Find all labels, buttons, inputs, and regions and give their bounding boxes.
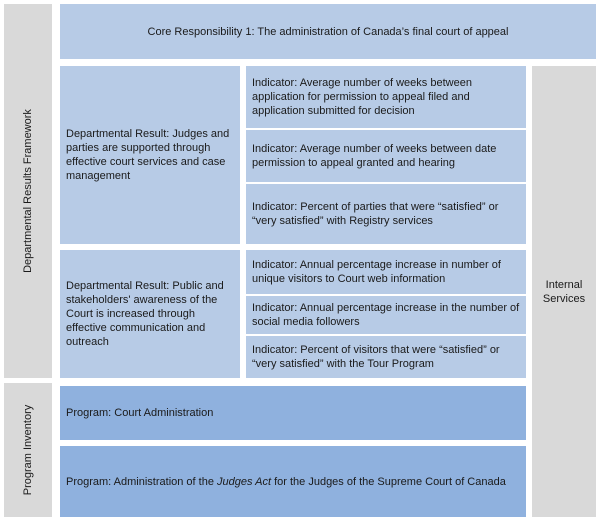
program-1-text: Program: Court Administration [66, 407, 214, 419]
indicator-2-3-text: Indicator: Percent of visitors that were “satisfied” or “very satisfied” with the Tour Program [252, 344, 500, 370]
core-responsibility-text: Core Responsibility 1: The administration of Canada’s final court of appeal [147, 25, 509, 38]
indicator-2-2-text: Indicator: Annual percentage increase in the number of social media followers [252, 302, 520, 328]
departmental-results-framework-band [4, 4, 52, 378]
indicator-2-1 [246, 250, 526, 294]
internal-services-box [532, 66, 596, 517]
internal-services-text: Internal Services [542, 278, 586, 305]
indicator-2-3 [246, 336, 526, 378]
program-inventory-band [4, 383, 52, 517]
departmental-result-2-text: Departmental Result: Public and stakeholders' awareness of the Court is increased through effective communication and outreach [66, 280, 224, 348]
core-responsibility-box [60, 4, 596, 59]
indicator-1-2-text: Indicator: Average number of weeks between date permission to appeal granted and hearing [252, 143, 497, 169]
indicator-1-3 [246, 184, 526, 244]
departmental-result-1 [60, 66, 240, 244]
indicator-2-2 [246, 296, 526, 334]
program-judges-act [60, 446, 526, 517]
indicator-1-2 [246, 130, 526, 182]
departmental-results-framework-label: Departmental Results Framework [22, 109, 34, 273]
program-court-administration [60, 386, 526, 440]
indicator-2-1-text: Indicator: Annual percentage increase in number of unique visitors to Court web information [252, 259, 501, 285]
program-2-text: Program: Administration of the Judges Act for the Judges of the Supreme Court of Canada [66, 475, 506, 488]
indicator-1-3-text: Indicator: Percent of parties that were “satisfied” or “very satisfied” with Registry services [252, 201, 499, 227]
program-inventory-label: Program Inventory [22, 404, 34, 496]
departmental-result-2 [60, 250, 240, 378]
indicator-1-1 [246, 66, 526, 128]
indicator-1-1-text: Indicator: Average number of weeks between application for permission to appeal filed and application submitted for decision [252, 77, 472, 117]
departmental-result-1-text: Departmental Result: Judges and parties are supported through effective court services and case management [66, 128, 230, 182]
